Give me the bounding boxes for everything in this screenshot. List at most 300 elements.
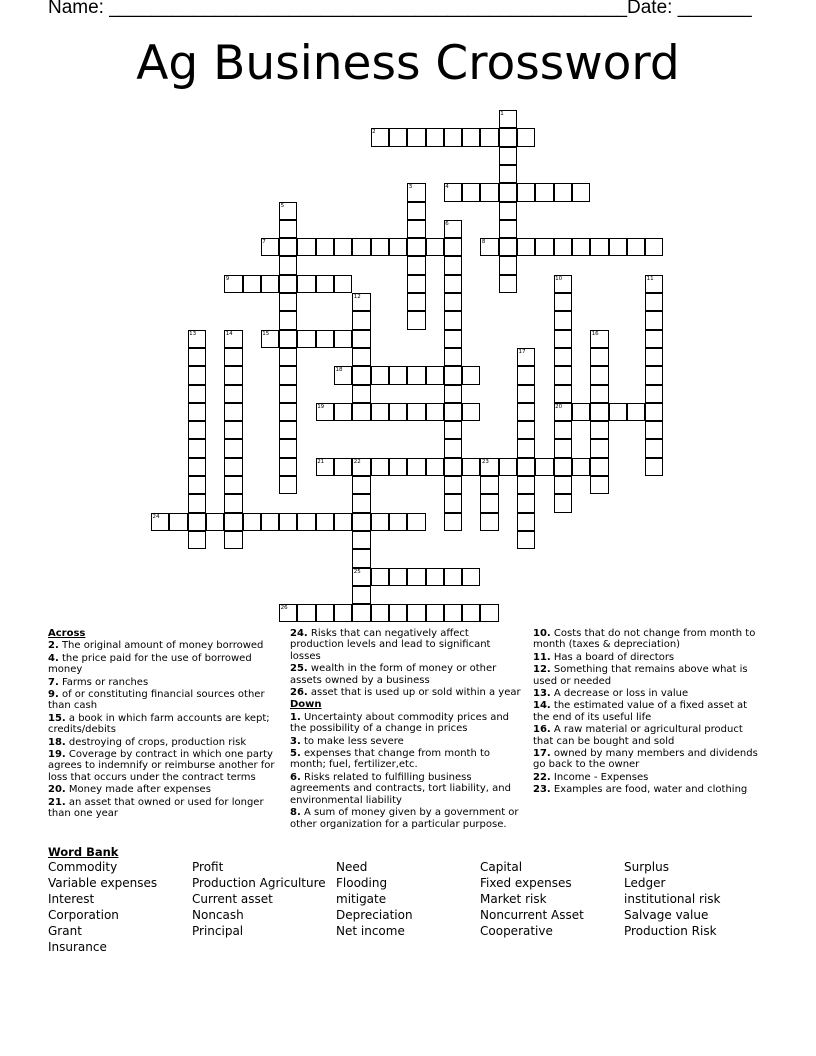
grid-cell[interactable] [334,604,352,622]
page-title: Ag Business Crossword [136,36,680,91]
grid-cell[interactable] [188,458,206,476]
grid-cell[interactable] [316,604,334,622]
grid-cell[interactable] [444,568,462,586]
clue-number: 12 [353,294,361,300]
grid-cell[interactable] [279,403,297,421]
grid-cell[interactable] [224,385,242,403]
grid-cell[interactable] [407,403,425,421]
grid-cell[interactable] [279,458,297,476]
grid-cell[interactable] [480,183,498,201]
clue-item [533,628,761,651]
clue-text: A decrease or loss in value [550,688,689,700]
grid-cell[interactable] [224,476,242,494]
grid-cell[interactable] [224,494,242,512]
word-bank-item: Grant [48,924,82,938]
grid-cell[interactable] [407,458,425,476]
word-bank-item: institutional risk [624,892,721,906]
grid-cell[interactable] [462,403,480,421]
grid-cell[interactable] [554,366,572,384]
grid-cell[interactable] [517,439,535,457]
grid-cell[interactable] [444,458,462,476]
grid-cell[interactable] [371,513,389,531]
grid-cell[interactable] [297,238,315,256]
grid-cell[interactable] [371,458,389,476]
clues-column-2 [290,628,522,831]
clue-number: 10 [555,275,563,282]
grid-cell[interactable] [352,366,370,384]
grid-cell[interactable] [297,513,315,531]
clue-number-label: 2. [48,640,59,652]
grid-cell[interactable] [334,403,352,421]
grid-cell[interactable] [517,183,535,201]
grid-cell[interactable] [517,366,535,384]
grid-cell[interactable] [627,238,645,256]
grid-cell[interactable] [462,128,480,146]
grid-cell[interactable] [444,403,462,421]
grid-cell[interactable] [188,348,206,366]
grid-cell[interactable] [224,439,242,457]
grid-cell[interactable] [389,238,407,256]
grid-cell[interactable] [645,330,663,348]
grid-cell[interactable] [590,348,608,366]
clue-item [290,663,522,686]
clue-text: to make less severe [300,735,404,747]
grid-cell[interactable] [554,385,572,403]
grid-cell[interactable] [334,458,352,476]
grid-cell[interactable] [407,604,425,622]
grid-cell[interactable] [572,403,590,421]
grid-cell[interactable] [627,403,645,421]
grid-cell[interactable] [645,311,663,329]
grid-cell[interactable] [517,128,535,146]
grid-cell[interactable] [517,476,535,494]
grid-cell[interactable] [279,330,297,348]
clue-number-label: 25. [290,663,308,675]
grid-cell[interactable] [554,494,572,512]
grid-cell[interactable] [188,385,206,403]
clue-number-label: 17. [533,748,551,760]
grid-cell[interactable] [609,403,627,421]
grid-cell[interactable] [371,568,389,586]
grid-cell[interactable] [645,421,663,439]
grid-cell[interactable] [645,385,663,403]
word-bank [48,860,768,956]
grid-cell[interactable] [279,238,297,256]
grid-cell[interactable] [554,439,572,457]
word-bank-item: Interest [48,892,95,906]
grid-cell[interactable] [572,183,590,201]
grid-cell[interactable] [499,147,517,165]
word-bank-item: Variable expenses [48,876,158,890]
grid-cell[interactable] [426,403,444,421]
clue-text: expenses that change from month to month; fuel, fertilizer,etc. [290,748,491,771]
grid-cell[interactable] [389,128,407,146]
grid-cell[interactable] [279,385,297,403]
grid-cell[interactable] [444,275,462,293]
date-line[interactable]: _______ [677,0,752,18]
grid-cell[interactable] [499,238,517,256]
grid-cell[interactable] [590,458,608,476]
grid-cell[interactable] [554,183,572,201]
grid-cell[interactable] [499,202,517,220]
grid-cell[interactable] [517,531,535,549]
grid-cell[interactable] [554,330,572,348]
grid-cell[interactable] [590,439,608,457]
grid-cell[interactable] [297,604,315,622]
word-bank-item: Need [336,860,368,874]
grid-cell[interactable] [188,403,206,421]
clue-number: 2 [372,129,376,136]
clue-item [48,677,276,688]
grid-cell[interactable] [426,366,444,384]
word-bank-item: Noncurrent Asset [480,908,584,922]
word-bank-item: Profit [192,860,224,874]
grid-cell[interactable] [352,494,370,512]
grid-cell[interactable] [297,330,315,348]
grid-cell[interactable] [407,293,425,311]
grid-cell[interactable] [188,366,206,384]
clue-item [533,748,761,771]
grid-cell[interactable] [316,275,334,293]
grid-cell[interactable] [261,275,279,293]
grid-cell[interactable] [279,348,297,366]
grid-cell[interactable] [334,275,352,293]
clue-item [533,688,761,699]
grid-cell[interactable] [243,275,261,293]
grid-cell[interactable] [645,403,663,421]
grid-cell[interactable] [224,531,242,549]
clue-text: Examples are food, water and clothing [550,784,748,796]
grid-cell[interactable] [279,293,297,311]
grid-cell[interactable] [389,513,407,531]
grid-cell[interactable] [426,238,444,256]
grid-cell[interactable] [535,458,553,476]
grid-cell[interactable] [444,439,462,457]
grid-cell[interactable] [352,513,370,531]
clue-item [533,664,761,687]
grid-cell[interactable] [389,403,407,421]
grid-cell[interactable] [279,366,297,384]
grid-cell[interactable] [371,238,389,256]
grid-cell[interactable] [188,476,206,494]
grid-cell[interactable] [389,366,407,384]
grid-cell[interactable] [426,568,444,586]
clue-text: the estimated value of a fixed asset at the end of its useful life [533,700,748,723]
grid-cell[interactable] [224,513,242,531]
grid-cell[interactable] [645,293,663,311]
grid-cell[interactable] [444,128,462,146]
grid-cell[interactable] [352,531,370,549]
clue-number: 5 [280,202,285,209]
grid-cell[interactable] [590,421,608,439]
clue-number-label: 16. [533,724,551,736]
grid-cell[interactable] [444,238,462,256]
grid-cell[interactable] [554,421,572,439]
grid-cell[interactable] [517,421,535,439]
clue-item [533,784,761,795]
grid-cell[interactable] [224,421,242,439]
grid-cell[interactable] [334,238,352,256]
grid-cell[interactable] [407,128,425,146]
clue-text: A raw material or agricultural product that can be bought and sold [533,724,743,747]
grid-cell[interactable] [645,458,663,476]
grid-cell[interactable] [517,238,535,256]
grid-cell[interactable] [279,220,297,238]
grid-cell[interactable] [444,256,462,274]
clue-number-label: 20. [48,784,66,796]
grid-cell[interactable] [224,403,242,421]
grid-cell[interactable] [444,604,462,622]
clue-number-label: 9. [48,689,59,701]
grid-cell[interactable] [609,238,627,256]
grid-cell[interactable] [279,421,297,439]
grid-cell[interactable] [480,494,498,512]
grid-cell[interactable] [188,531,206,549]
grid-cell[interactable] [334,513,352,531]
grid-cell[interactable] [426,128,444,146]
word-bank-item: Cooperative [480,924,553,938]
grid-cell[interactable] [444,330,462,348]
grid-cell[interactable] [444,385,462,403]
clue-item [533,652,761,663]
grid-cell[interactable] [389,458,407,476]
grid-cell[interactable] [371,604,389,622]
clue-number-label: 23. [533,784,551,796]
grid-cell[interactable] [554,311,572,329]
grid-cell[interactable] [462,604,480,622]
grid-cell[interactable] [462,568,480,586]
clue-text: Costs that do not change from month to month (taxes & depreciation) [533,628,756,651]
clue-item [290,772,522,806]
clue-item [533,724,761,747]
grid-cell[interactable] [224,348,242,366]
clue-text: destroying of crops, production risk [65,736,247,748]
grid-cell[interactable] [188,439,206,457]
clue-item [48,653,276,676]
clue-text: Something that remains above what is used or needed [533,664,748,687]
grid-cell[interactable] [407,238,425,256]
grid-cell[interactable] [352,549,370,567]
grid-cell[interactable] [480,604,498,622]
grid-cell[interactable] [352,330,370,348]
clue-number: 19 [317,403,325,410]
grid-cell[interactable] [444,311,462,329]
clue-number-label: 1. [290,711,301,723]
word-bank-item: Corporation [48,908,119,922]
grid-cell[interactable] [407,513,425,531]
grid-cell[interactable] [517,403,535,421]
clue-item [48,797,276,820]
grid-cell[interactable] [645,366,663,384]
grid-cell[interactable] [297,275,315,293]
grid-cell[interactable] [572,238,590,256]
clue-number: 25 [353,568,361,575]
word-bank-item: Insurance [48,940,107,954]
grid-cell[interactable] [279,513,297,531]
clue-text: Income - Expenses [550,771,649,783]
clue-number-label: 10. [533,628,551,639]
grid-cell[interactable] [444,293,462,311]
grid-cell[interactable] [444,366,462,384]
grid-cell[interactable] [389,604,407,622]
grid-cell[interactable] [444,421,462,439]
clue-text: an asset that owned or used for longer than one year [48,796,264,820]
grid-cell[interactable] [554,476,572,494]
grid-cell[interactable] [535,238,553,256]
clue-number-label: 8. [290,807,301,819]
grid-cell[interactable] [352,385,370,403]
grid-cell[interactable] [444,476,462,494]
word-bank-item: Noncash [192,908,244,922]
grid-cell[interactable] [352,586,370,604]
clue-number-label: 15. [48,712,66,724]
grid-cell[interactable] [590,403,608,421]
word-bank-item: Current asset [192,892,273,906]
grid-cell[interactable] [352,604,370,622]
word-bank-title: Word Bank [48,845,119,859]
grid-cell[interactable] [188,494,206,512]
clue-number: 21 [317,458,325,465]
grid-cell[interactable] [535,183,553,201]
grid-cell[interactable] [572,458,590,476]
grid-cell[interactable] [517,458,535,476]
name-line[interactable]: _________________________________________________ [109,0,628,18]
clue-number-label: 21. [48,796,66,808]
grid-cell[interactable] [352,476,370,494]
grid-cell[interactable] [352,403,370,421]
grid-cell[interactable] [407,256,425,274]
word-bank-item: Depreciation [336,908,413,922]
word-bank-item: Salvage value [624,908,709,922]
word-bank-item: Ledger [624,876,666,890]
grid-cell[interactable] [517,494,535,512]
clue-number: 20 [555,403,563,410]
grid-cell[interactable] [462,183,480,201]
grid-cell[interactable] [407,275,425,293]
grid-cell[interactable] [188,513,206,531]
grid-cell[interactable] [590,238,608,256]
grid-cell[interactable] [206,513,224,531]
grid-cell[interactable] [316,330,334,348]
grid-cell[interactable] [371,403,389,421]
clue-item [533,772,761,783]
grid-cell[interactable] [480,128,498,146]
grid-cell[interactable] [645,238,663,256]
grid-cell[interactable] [462,366,480,384]
clue-number: 11 [646,275,654,282]
grid-cell[interactable] [316,238,334,256]
grid-cell[interactable] [279,439,297,457]
grid-cell[interactable] [645,439,663,457]
clue-number: 7 [262,239,266,246]
grid-cell[interactable] [480,476,498,494]
clue-number: 22 [353,458,361,465]
clue-number-label: 7. [48,676,59,688]
grid-cell[interactable] [407,568,425,586]
grid-cell[interactable] [444,513,462,531]
grid-cell[interactable] [334,330,352,348]
grid-cell[interactable] [590,385,608,403]
clue-number: 3 [408,184,413,191]
word-bank-item: Commodity [48,860,118,874]
grid-cell[interactable] [645,348,663,366]
grid-cell[interactable] [188,421,206,439]
grid-cell[interactable] [499,256,517,274]
grid-cell[interactable] [499,183,517,201]
grid-cell[interactable] [261,513,279,531]
grid-cell[interactable] [444,348,462,366]
word-bank-item: Production Risk [624,924,717,938]
grid-cell[interactable] [316,513,334,531]
grid-cell[interactable] [517,513,535,531]
clue-number: 8 [481,239,486,246]
grid-cell[interactable] [279,476,297,494]
grid-cell[interactable] [554,458,572,476]
grid-cell[interactable] [499,458,517,476]
grid-cell[interactable] [499,128,517,146]
clue-item [48,689,276,712]
grid-cell[interactable] [243,513,261,531]
clue-number: 15 [262,330,270,337]
grid-cell[interactable] [590,366,608,384]
grid-cell[interactable] [371,366,389,384]
grid-cell[interactable] [407,220,425,238]
word-bank-item: Net income [336,924,405,938]
word-bank-item: Flooding [336,876,388,890]
grid-cell[interactable] [554,348,572,366]
clue-number-label: 26. [290,687,308,699]
clue-number: 13 [189,330,197,337]
grid-cell[interactable] [426,458,444,476]
grid-cell[interactable] [224,366,242,384]
word-bank-item: Capital [480,860,523,874]
clue-item [533,700,761,723]
grid-cell[interactable] [499,220,517,238]
grid-cell[interactable] [407,311,425,329]
grid-cell[interactable] [224,458,242,476]
clue-text: the price paid for the use of borrowed money [48,652,252,676]
grid-cell[interactable] [462,458,480,476]
grid-cell[interactable] [352,238,370,256]
grid-cell[interactable] [554,293,572,311]
word-bank-item: Surplus [624,860,669,874]
grid-cell[interactable] [426,604,444,622]
clue-text: Has a board of directors [550,651,675,663]
grid-cell[interactable] [352,348,370,366]
grid-cell[interactable] [499,275,517,293]
grid-cell[interactable] [279,256,297,274]
clues-column-3 [533,628,761,797]
grid-cell[interactable] [407,366,425,384]
clue-number-label: 22. [533,771,551,783]
grid-cell[interactable] [389,568,407,586]
grid-cell[interactable] [590,476,608,494]
grid-cell[interactable] [407,202,425,220]
clue-item [48,737,276,748]
grid-cell[interactable] [517,385,535,403]
grid-cell[interactable] [444,494,462,512]
grid-cell[interactable] [480,513,498,531]
grid-cell[interactable] [554,238,572,256]
clue-number: 26 [280,605,288,612]
grid-cell[interactable] [499,165,517,183]
grid-cell[interactable] [169,513,187,531]
grid-cell[interactable] [279,275,297,293]
grid-cell[interactable] [352,311,370,329]
word-bank-item: Market risk [480,892,547,906]
grid-cell[interactable] [279,311,297,329]
clue-text: Risks that can negatively affect production levels and lead to significant losses [290,628,491,662]
